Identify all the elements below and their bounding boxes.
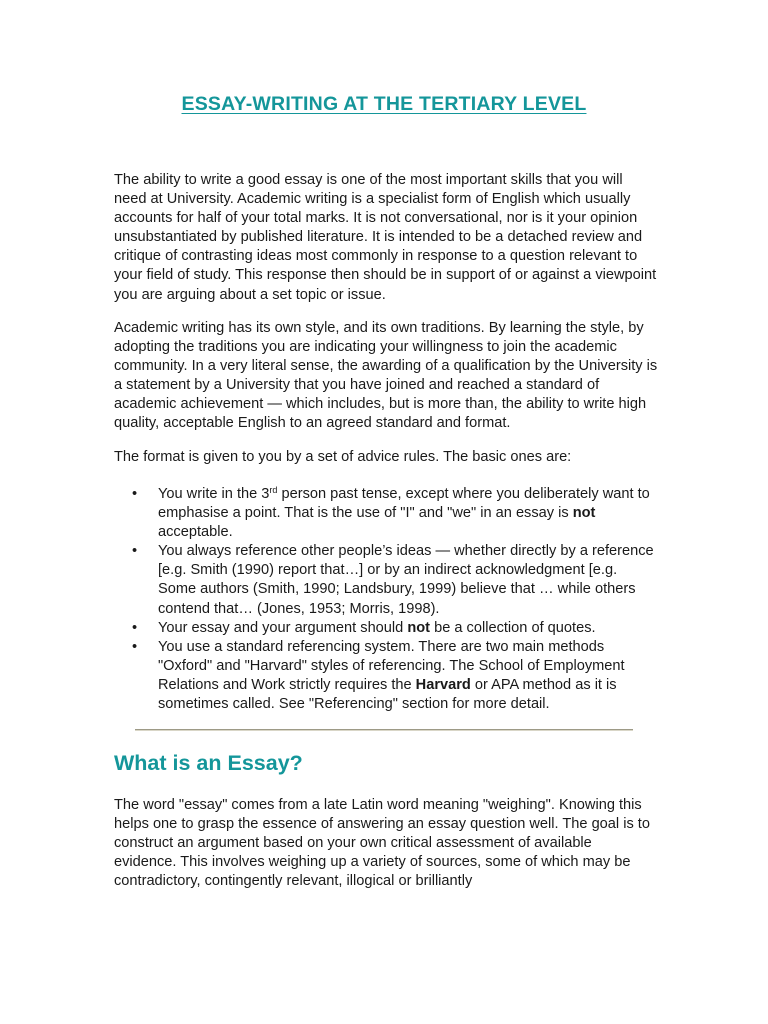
list-item bbox=[114, 638, 658, 714]
horizontal-divider bbox=[135, 729, 633, 731]
academic-style-paragraph: Academic writing has its own style, and its own traditions. By learning the style, by adopting the traditions you are indicating your willingness to join the academic community. In a very literal sense, the awarding of a qualification by the University is a statement by a University that you have joined and reached a standard of academic achievement — which includes, but is more than, the ability to write high quality, acceptable English to an agreed standard and format. bbox=[114, 320, 658, 432]
list-item bbox=[114, 619, 658, 638]
rule-text: You always reference other people’s ideas — whether directly by a reference [e.g. Smith (1990) report that…] or by an indirect acknowledgment [e.g. Some authors (Smith, 1990; Landsbury, 1999) believe that … while others contend that… (Jones, 1953; Morris, 1998). bbox=[158, 543, 654, 617]
rules-list bbox=[114, 485, 658, 714]
rule-text: be a collection of quotes. bbox=[430, 619, 596, 636]
rule-text: or APA method as it is sometimes called. See "Referencing" section for more detail. bbox=[158, 676, 617, 713]
emphasis-text: Harvard bbox=[415, 676, 471, 693]
list-item bbox=[114, 485, 658, 542]
rule-text: person past tense, except where you deliberately want to emphasise a point. That is the use of "I" and "we" in an essay is bbox=[158, 486, 650, 522]
format-intro-paragraph: The format is given to you by a set of advice rules. The basic ones are: bbox=[114, 449, 572, 465]
section-heading: What is an Essay? bbox=[114, 751, 303, 775]
essay-definition-paragraph: The word "essay" comes from a late Latin word meaning "weighing". Knowing this helps one to grasp the essence of answering an essay question well. The goal is to construct an argument based on your own critical assessment of available evidence. This involves weighing up a variety of sources, some of which may be contradictory, contingently relevant, illogical or brilliantly bbox=[114, 797, 650, 890]
list-item bbox=[114, 542, 658, 618]
intro-paragraph: The ability to write a good essay is one of the most important skills that you will need at University. Academic writing is a specialist form of English which usually accounts for half of your total marks. It is not conversational, nor is it your opinion unsubstantiated by published literature. It is intended to be a detached review and critique of contrasting ideas most commonly in response to a question relevant to your field of study. This response then should be in support of or against a viewpoint you are arguing about a set topic or issue. bbox=[114, 172, 657, 303]
emphasis-text: not bbox=[407, 619, 431, 636]
rule-text: acceptable. bbox=[158, 524, 233, 541]
rule-text: Your essay and your argument should bbox=[158, 619, 408, 636]
document-title: ESSAY-WRITING AT THE TERTIARY LEVEL bbox=[181, 93, 587, 115]
emphasis-text: not bbox=[572, 505, 596, 522]
rule-text: You write in the 3 bbox=[158, 486, 270, 502]
superscript-ordinal: rd bbox=[269, 485, 278, 495]
rule-text: You use a standard referencing system. There are two main methods "Oxford" and "Harvard" styles of referencing. The School of Employment Relations and Work strictly requires the bbox=[158, 638, 625, 693]
